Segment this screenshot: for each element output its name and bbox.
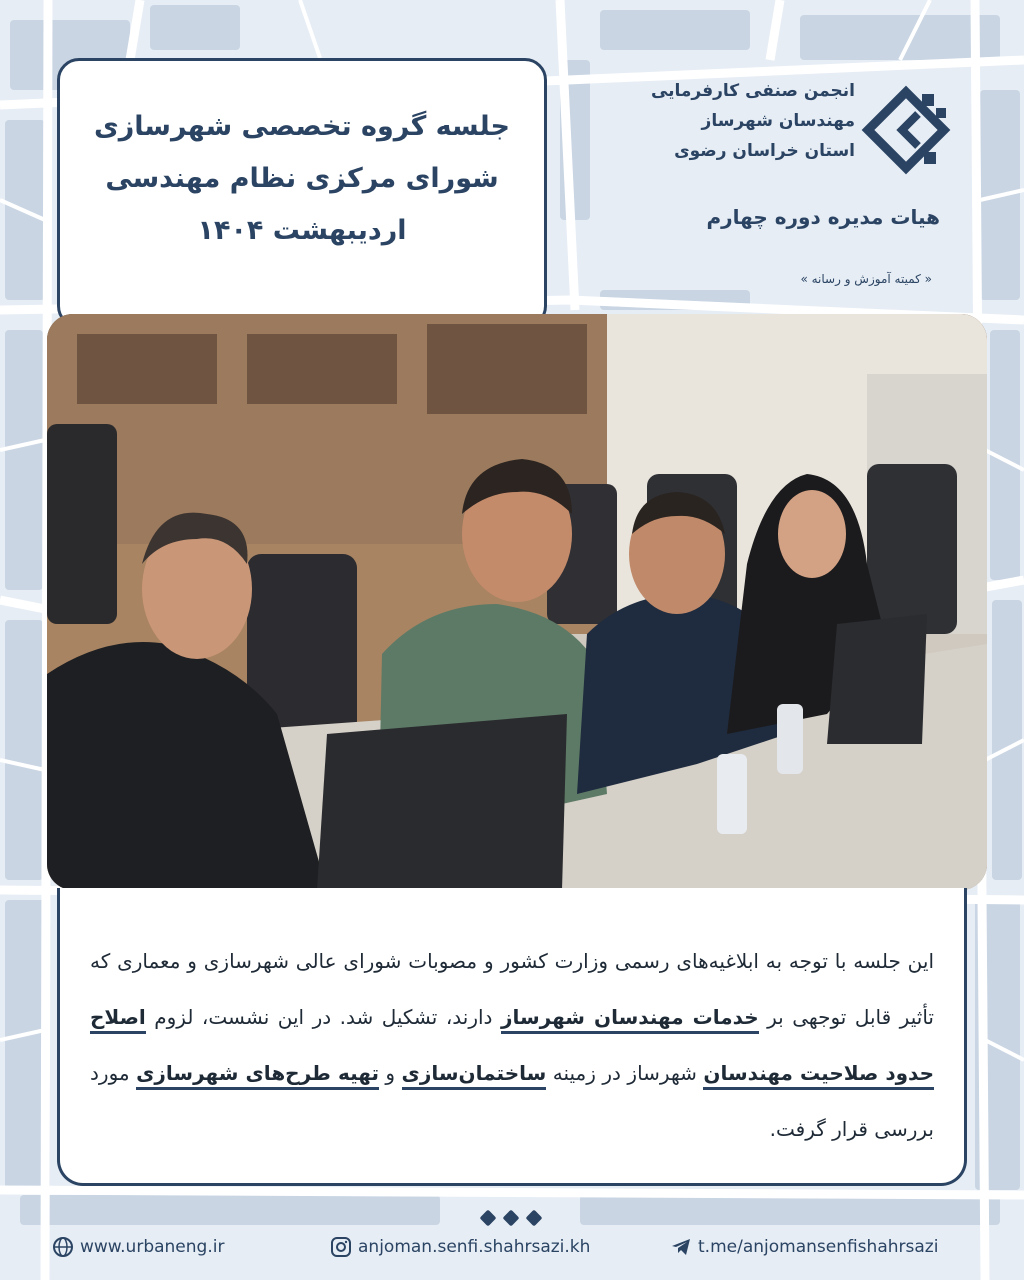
instagram-icon xyxy=(330,1236,352,1258)
text-part-4: و xyxy=(378,1061,402,1085)
meeting-photo xyxy=(47,314,987,890)
website-link[interactable] xyxy=(52,1232,224,1262)
highlight-competence-reform: اصلاح حدود صلاحیت مهندسان xyxy=(90,1005,934,1090)
logo-text xyxy=(615,76,855,166)
board-title: هیات مدیره دوره چهارم xyxy=(706,205,940,229)
title-line-3: اردیبهشت ۱۴۰۴ xyxy=(197,215,407,246)
logo-mark-icon xyxy=(860,84,952,176)
text-part-1: این جلسه با توجه به ابلاغیه‌های رسمی وزارت کشور و مصوبات شورای عالی شهرسازی و معماری که تأثیر قابل توجهی بر xyxy=(90,949,934,1029)
highlight-urban-plans: تهیه طرح‌های شهرسازی xyxy=(136,1061,379,1090)
globe-icon xyxy=(52,1236,74,1258)
committee-label: « کمیته آموزش و رسانه » xyxy=(800,272,932,286)
title-line-2: شورای مرکزی نظام مهندسی xyxy=(105,163,499,194)
telegram-icon xyxy=(670,1236,692,1258)
instagram-link[interactable] xyxy=(330,1232,590,1262)
text-part-2: دارند، تشکیل شد. در این نشست، لزوم xyxy=(145,1005,501,1029)
instagram-handle: anjoman.senfi.shahrsazi.kh xyxy=(358,1237,591,1257)
title-card xyxy=(57,58,547,328)
logo-line-3: استان خراسان رضوی xyxy=(674,141,855,161)
telegram-url: t.me/anjomansenfishahrsazi xyxy=(698,1237,939,1257)
website-url: www.urbaneng.ir xyxy=(80,1237,225,1257)
page-title xyxy=(70,101,534,257)
meeting-photo-illustration xyxy=(47,314,987,890)
telegram-link[interactable] xyxy=(670,1232,938,1262)
highlight-engineering-services: خدمات مهندسان شهرساز xyxy=(501,1005,759,1034)
text-part-5: مورد بررسی قرار گرفت. xyxy=(90,1061,934,1141)
text-part-3: شهرساز در زمینه xyxy=(546,1061,704,1085)
title-line-1: جلسه گروه تخصصی شهرسازی xyxy=(93,111,511,142)
association-logo xyxy=(600,70,980,190)
description-text xyxy=(90,933,934,1157)
highlight-construction: ساختمان‌سازی xyxy=(402,1061,547,1090)
logo-line-1: انجمن صنفی کارفرمایی xyxy=(650,81,855,101)
logo-line-2: مهندسان شهرساز xyxy=(701,111,855,131)
separator-dots xyxy=(476,1208,548,1226)
description-card xyxy=(57,888,967,1186)
